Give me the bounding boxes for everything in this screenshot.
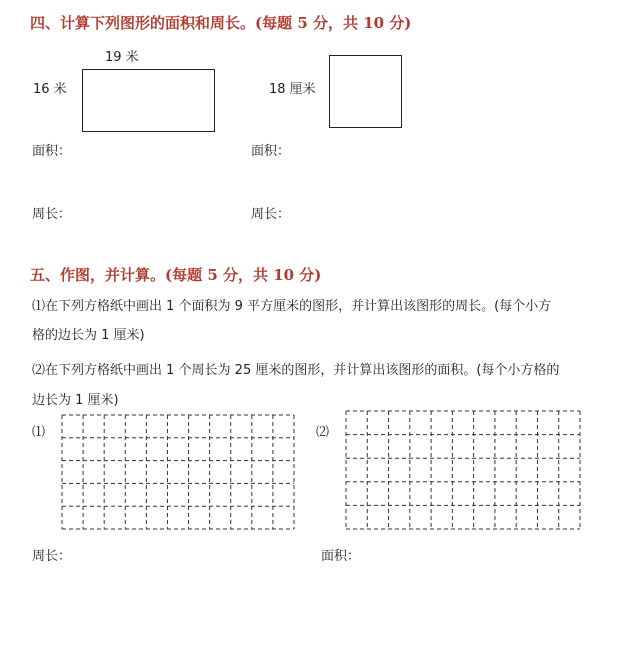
grid1-label: ⑴ xyxy=(32,425,46,440)
perimeter-label-right: 周长： xyxy=(251,207,291,222)
rectangle-width-label: 19 米 xyxy=(105,50,139,65)
question2-line1: ⑵在下列方格纸中画出 1 个周长为 25 厘米的图形，并计算出该图形的面积。(每个小方格的 xyxy=(32,363,560,378)
section5-title: 五、作图，并计算。(每题 5 分，共 10 分) xyxy=(30,266,322,284)
area-label-right: 面积： xyxy=(251,144,291,159)
square-side-label: 18 厘米 xyxy=(269,82,316,97)
area-label: 面积： xyxy=(321,549,361,564)
question1-line1: ⑴在下列方格纸中画出 1 个面积为 9 平方厘米的图形，并计算出该图形的周长。(每个小方 xyxy=(32,299,552,314)
grid2-label: ⑵ xyxy=(316,425,330,440)
rectangle-figure xyxy=(82,69,215,132)
section4-title: 四、计算下列图形的面积和周长。(每题 5 分，共 10 分) xyxy=(30,14,412,32)
area-label-left: 面积： xyxy=(32,144,72,159)
square-figure xyxy=(329,55,402,128)
perimeter-label-left: 周长： xyxy=(32,207,72,222)
question1-line2: 格的边长为 1 厘米) xyxy=(32,328,145,343)
grid1-dashed-grid xyxy=(61,414,295,530)
grid2-dashed-grid xyxy=(345,410,581,530)
rectangle-height-label: 16 米 xyxy=(33,82,67,97)
perimeter-label: 周长： xyxy=(32,549,72,564)
question2-line2: 边长为 1 厘米) xyxy=(32,393,119,408)
